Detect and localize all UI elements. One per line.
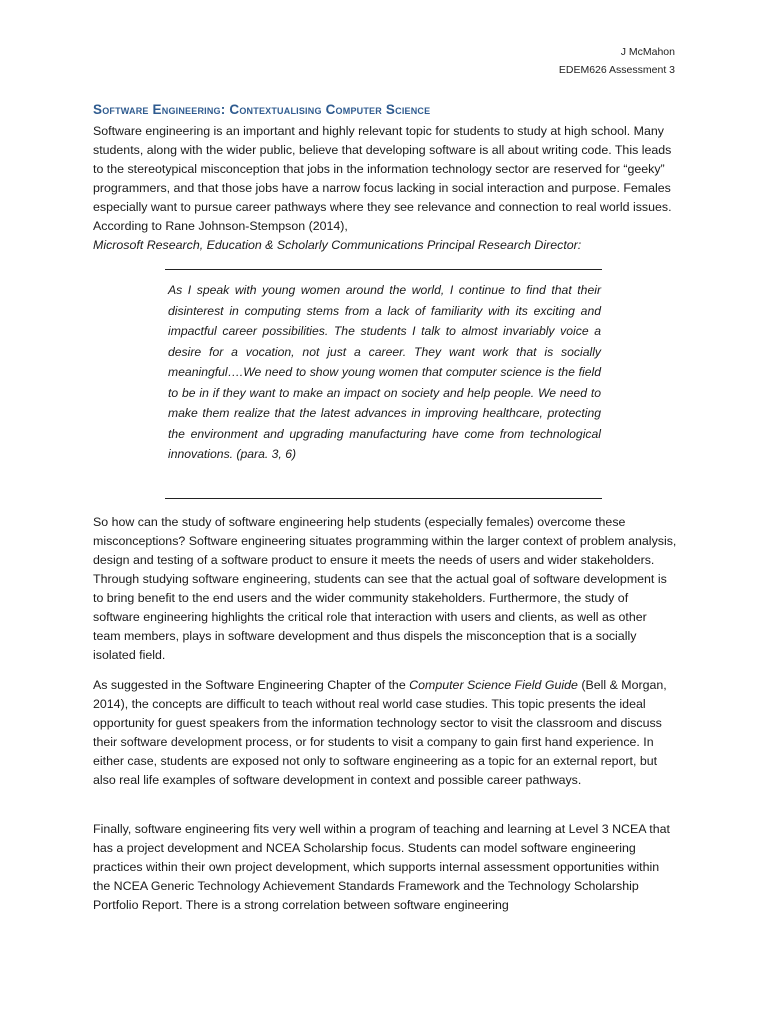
- paragraph-intro: [93, 122, 677, 255]
- quote-attribution: Microsoft Research, Education & Scholarly Communications Principal Research Director:: [93, 238, 582, 252]
- header-assessment: EDEM626 Assessment 3: [558, 64, 675, 76]
- quote-top-rule: [165, 269, 602, 270]
- quote-bottom-rule: [165, 498, 602, 499]
- paragraph-field-guide-before: As suggested in the Software Engineering Chapter of the: [93, 678, 410, 692]
- paragraph-field-guide: [93, 676, 677, 790]
- paragraph-ncea: Finally, software engineering fits very well within a program of teaching and learning at Level 3 NCEA that has a project development and NCEA Scholarship focus. Students can model software engineering practices within their own project development, which supports internal assessment opportunities within the NCEA Generic Technology Achievement Standards Framework and the Technology Scholarship Portfolio Report. There is a strong correlation between software engineering: [93, 822, 670, 912]
- paragraph-intro-text: Software engineering is an important and highly relevant topic for students to study at high school. Many students, along with the wider public, believe that developing software is all about writing code. This leads to the stereotypical misconception that jobs in the information technology sector are reserved for “geeky” programmers, and that those jobs have a narrow focus lacking in social interaction and purpose. Females especially want to pursue career pathways where they see relevance and connection to real world issues. According to Rane Johnson-Stempson (2014),: [93, 124, 672, 233]
- section-title: Software Engineering: Contextualising Computer Science: [93, 102, 431, 117]
- block-quote: As I speak with young women around the world, I continue to find that their disinterest in computing stems from a lack of familiarity with its exciting and impactful career possibilities. The students I talk to almost invariably voice a desire for a vocation, not just a career. They want work that is socially meaningful….We need to show young women that computer science is the field to be in if they want to make an impact on society and help people. We need to make them realize that the latest advances in improving healthcare, protecting the environment and upgrading manufacturing have come from technological innovations. (para. 3, 6): [168, 283, 601, 461]
- page-header: [559, 43, 675, 79]
- book-title: Computer Science Field Guide: [409, 678, 578, 692]
- header-author: J McMahon: [620, 46, 675, 58]
- paragraph-misconceptions: So how can the study of software engineering help students (especially females) overcome these misconceptions? Software engineering situates programming within the larger context of problem analysis, design and testing of a software product to ensure it meets the needs of users and wider stakeholders. Through studying software engineering, students can see that the actual goal of software development is to bring benefit to the end users and the wider community stakeholders. Furthermore, the study of software engineering highlights the critical role that interaction with users and clients, as well as other team members, plays in software development and thus dispels the misconception that is a socially isolated field.: [93, 515, 677, 662]
- paragraph-field-guide-after: (Bell & Morgan, 2014), the concepts are difficult to teach without real world case studies. This topic presents the ideal opportunity for guest speakers from the information technology sector to visit the classroom and discuss their software development process, or for students to visit a company to gain first hand experience. In either case, students are exposed not only to software engineering as a topic for an external report, but also real life examples of software development in context and possible career pathways.: [93, 678, 667, 787]
